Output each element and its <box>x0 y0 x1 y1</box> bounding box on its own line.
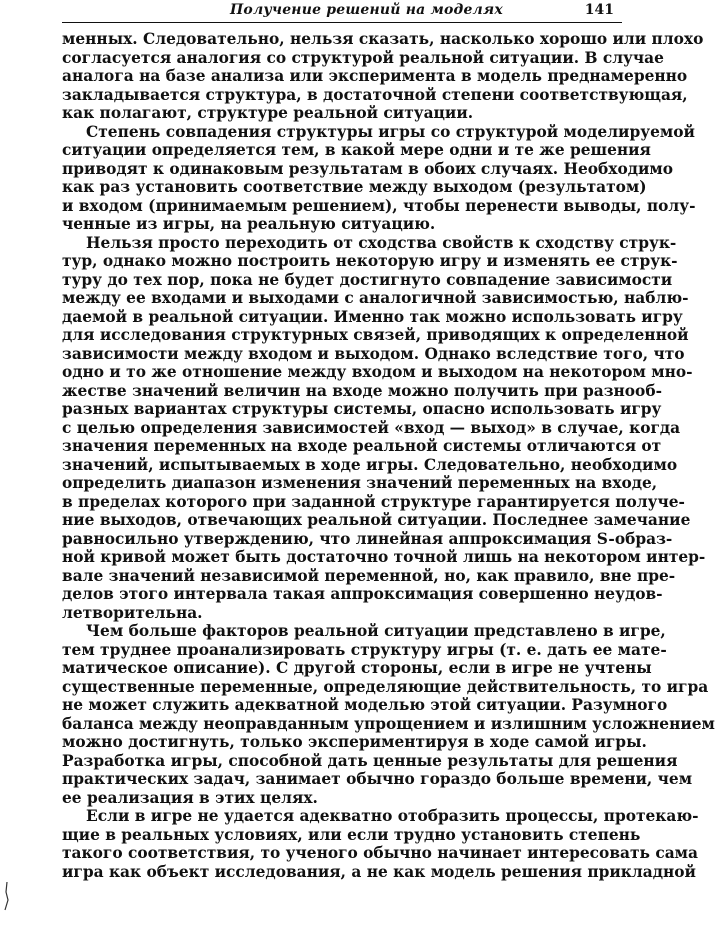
text-line: щие в реальных условиях, или если трудно установить степень <box>62 825 641 844</box>
text-line: летворительна. <box>62 603 203 622</box>
text-line: закладывается структура, в достаточной степени соответствующая, <box>62 85 688 104</box>
paragraph <box>62 122 696 234</box>
text-line: аналога на базе анализа или эксперимента в модель преднамеренно <box>62 67 688 85</box>
paragraph <box>62 807 699 881</box>
text-line: значения переменных на входе реальной системы отличаются от <box>62 437 662 455</box>
text-line: такого соответствия, то ученого обычно начинает интересовать сама <box>62 844 699 862</box>
text-line: как полагают, структуре реальной ситуации. <box>62 104 474 122</box>
text-line: не может служить адекватной моделью этой ситуации. Разумного <box>62 696 668 714</box>
text-line: значений, испытываемых в ходе игры. Следовательно, необходимо <box>62 455 678 474</box>
text-line: менных. Следовательно, нельзя сказать, насколько хорошо или плохо <box>62 30 704 48</box>
scan-edge-mark <box>4 880 10 912</box>
text-line: тур, однако можно построить некоторую игру и изменять ее струк- <box>62 252 678 270</box>
text-line: вале значений независимой переменной, но, как правило, вне пре- <box>62 566 676 585</box>
text-line: баланса между неоправданным упрощением и излишним усложнением <box>62 714 715 733</box>
text-line: Степень совпадения структуры игры со структурой моделируемой <box>86 122 695 141</box>
text-line: практических задач, занимает обычно гораздо больше времени, чем <box>62 770 693 788</box>
text-line: приводят к одинаковым результатам в обоих случаях. Необходимо <box>62 159 674 178</box>
text-line: Если в игре не удается адекватно отобразить процессы, протекаю- <box>86 807 699 825</box>
text-line: тем труднее проанализировать структуру игры (т. е. дать ее мате- <box>62 640 667 659</box>
paragraph <box>62 622 715 807</box>
running-title: Получение решений на моделях <box>230 2 503 18</box>
text-line: ее реализация в этих целях. <box>62 788 318 807</box>
text-line: существенные переменные, определяющие действительность, то игра <box>62 677 709 696</box>
text-line: Разработка игры, способной дать ценные результаты для решения <box>62 751 678 770</box>
text-line: согласуется аналогия со структурой реальной ситуации. В случае <box>62 48 664 67</box>
text-line: Чем больше факторов реальной ситуации представлено в игре, <box>86 622 666 640</box>
body-text <box>62 30 715 881</box>
text-line: ной кривой может быть достаточно точной лишь на некотором интер- <box>62 548 706 566</box>
running-header <box>62 0 622 23</box>
text-line: как раз установить соответствие между выходом (результатом) <box>62 178 647 196</box>
text-line: в пределах которого при заданной структуре гарантируется получе- <box>62 492 685 511</box>
text-line: игра как объект исследования, а не как модель решения прикладной <box>62 862 696 881</box>
text-line: определить диапазон изменения значений переменных на входе, <box>62 474 658 492</box>
text-line: матическое описание). С другой стороны, если в игре не учтены <box>62 659 652 677</box>
text-line: можно достигнуть, только экспериментируя в ходе самой игры. <box>62 733 647 751</box>
book-page <box>62 0 715 930</box>
page-number: 141 <box>584 2 614 18</box>
text-line: ние выходов, отвечающих реальной ситуации. Последнее замечание <box>62 511 691 529</box>
paragraph <box>62 30 704 123</box>
text-line: делов этого интервала такая аппроксимация совершенно неудов- <box>62 585 663 603</box>
text-line: даемой в реальной ситуации. Именно так можно использовать игру <box>62 307 683 326</box>
paragraph <box>62 233 706 623</box>
text-line: между ее входами и выходами с аналогичной зависимостью, наблю- <box>62 289 689 307</box>
text-line: ситуации определяется тем, в какой мере одни и те же решения <box>62 141 651 159</box>
text-line: равносильно утверждению, что линейная аппроксимация S-образ- <box>62 529 673 548</box>
text-line: и входом (принимаемым решением), чтобы перенести выводы, полу- <box>62 196 696 215</box>
text-line: разных вариантах структуры системы, опасно использовать игру <box>62 400 662 418</box>
text-line: Нельзя просто переходить от сходства свойств к сходству струк- <box>86 233 677 252</box>
text-line: жестве значений величин на входе можно получить при разнооб- <box>62 381 662 400</box>
text-line: зависимости между входом и выходом. Однако вследствие того, что <box>62 344 685 363</box>
text-line: для исследования структурных связей, приводящих к определенной <box>62 326 689 344</box>
text-line: с целью определения зависимостей «вход — выход» в случае, когда <box>62 418 681 437</box>
text-line: ченные из игры, на реальную ситуацию. <box>62 215 436 233</box>
text-line: одно и то же отношение между входом и выходом на некотором мно- <box>62 363 693 381</box>
text-line: туру до тех пор, пока не будет достигнуто совпадение зависимости <box>62 270 673 289</box>
